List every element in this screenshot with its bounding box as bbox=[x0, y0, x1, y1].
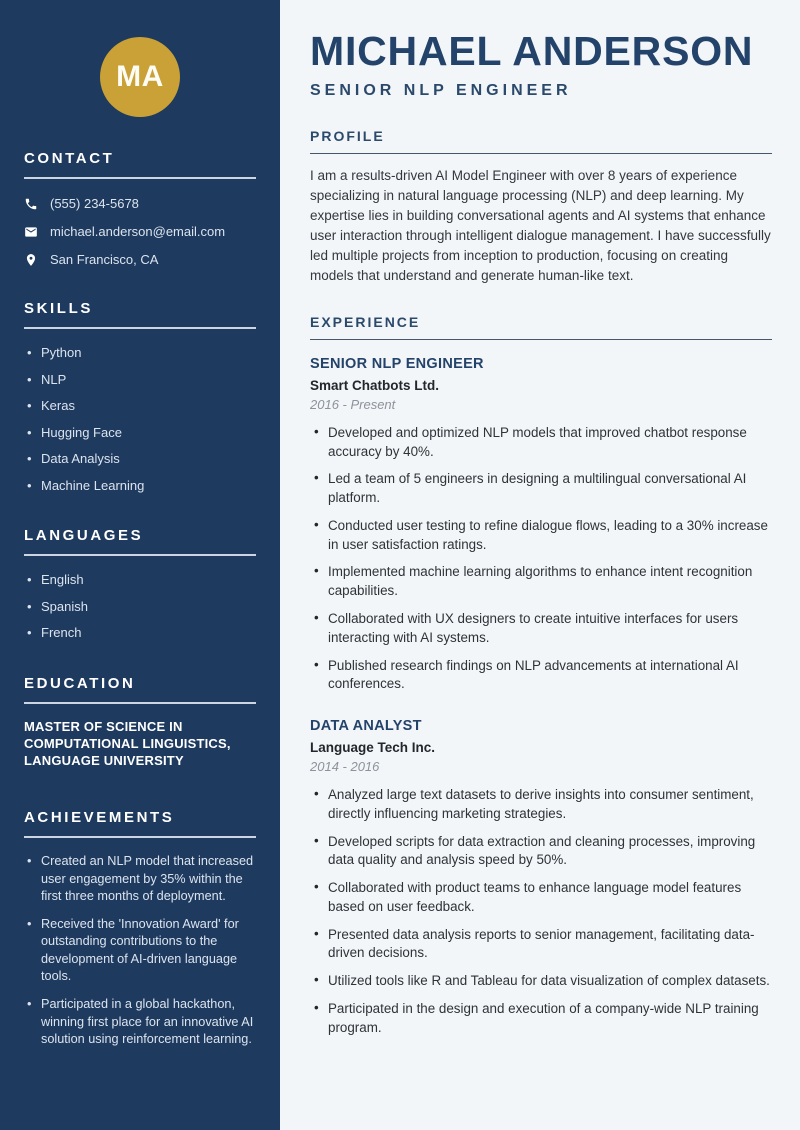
person-title: SENIOR NLP ENGINEER bbox=[310, 82, 572, 100]
avatar bbox=[100, 37, 180, 117]
email-icon bbox=[24, 225, 38, 239]
profile-heading: PROFILE bbox=[310, 128, 772, 154]
section-divider bbox=[24, 177, 256, 179]
section-divider bbox=[24, 327, 256, 329]
phone-icon bbox=[24, 197, 38, 211]
avatar-initials: MA bbox=[116, 60, 164, 93]
job-dates: 2016 - Present bbox=[310, 396, 396, 412]
language-item: • English bbox=[24, 571, 256, 589]
job-bullet-list bbox=[310, 424, 772, 694]
languages-list bbox=[24, 571, 256, 642]
contact-section bbox=[24, 150, 256, 267]
job-bullet: • Participated in the design and execution of a company-wide NLP training program. bbox=[310, 1000, 772, 1038]
contact-row-location bbox=[24, 252, 256, 267]
contact-phone: (555) 234-5678 bbox=[50, 196, 139, 211]
contact-location: San Francisco, CA bbox=[50, 252, 159, 267]
education-degree: MASTER OF SCIENCE IN COMPUTATIONAL LINGUISTICS, LANGUAGE UNIVERSITY bbox=[24, 718, 231, 769]
person-name: MICHAEL ANDERSON bbox=[310, 28, 754, 74]
section-divider bbox=[24, 836, 256, 838]
achievement-item: • Created an NLP model that increased user engagement by 35% within the first three months of deployment. bbox=[24, 853, 256, 905]
achievement-item: • Participated in a global hackathon, winning first place for an innovative AI solution using reinforcement learning. bbox=[24, 996, 256, 1048]
profile-section bbox=[310, 128, 772, 286]
contact-heading: CONTACT bbox=[24, 150, 115, 167]
skill-item: • Keras bbox=[24, 397, 256, 415]
contact-email: michael.anderson@email.com bbox=[50, 224, 226, 239]
skills-heading: SKILLS bbox=[24, 300, 93, 317]
achievements-heading: ACHIEVEMENTS bbox=[24, 809, 175, 827]
job-title: DATA ANALYST bbox=[310, 718, 422, 735]
education-section bbox=[24, 675, 256, 769]
section-divider bbox=[24, 554, 256, 556]
job-bullet: • Utilized tools like R and Tableau for data visualization of complex datasets. bbox=[310, 972, 772, 991]
sidebar bbox=[0, 0, 280, 1130]
experience-section bbox=[310, 314, 772, 1038]
language-item: • Spanish bbox=[24, 598, 256, 616]
job-bullet-list bbox=[310, 786, 772, 1037]
skills-list bbox=[24, 344, 256, 494]
job-dates: 2014 - 2016 bbox=[310, 759, 380, 775]
education-heading: EDUCATION bbox=[24, 674, 136, 692]
job-bullet: • Analyzed large text datasets to derive insights into consumer sentiment, directly influencing marketing strategies. bbox=[310, 786, 772, 824]
job-company: Language Tech Inc. bbox=[310, 740, 436, 756]
contact-row-email bbox=[24, 224, 256, 239]
achievements-list bbox=[24, 853, 256, 1048]
job-bullet: • Collaborated with product teams to enhance language model features based on user feedback. bbox=[310, 879, 772, 917]
job-bullet: • Presented data analysis reports to senior management, facilitating data-driven decisions. bbox=[310, 926, 772, 964]
profile-text: I am a results-driven AI Model Engineer with over 8 years of experience specializing in natural language processing (NLP) and deep learning. My expertise lies in building conversational agents and AI systems that enhance user interaction through intelligent dialogue management. I have successfully led multiple projects from inception to production, focusing on creating models that understand and generate human-like text. bbox=[310, 168, 771, 283]
skill-item: • Hugging Face bbox=[24, 424, 256, 442]
job-bullet: • Developed and optimized NLP models that improved chatbot response accuracy by 40%. bbox=[310, 424, 772, 462]
languages-heading: LANGUAGES bbox=[24, 527, 144, 545]
skill-item: • Python bbox=[24, 344, 256, 362]
achievement-item: • Received the 'Innovation Award' for outstanding contributions to the development of AI-driven language tools. bbox=[24, 916, 256, 985]
main-content bbox=[280, 0, 800, 1130]
language-item: • French bbox=[24, 624, 256, 642]
section-divider bbox=[24, 702, 256, 704]
job-bullet: • Conducted user testing to refine dialogue flows, leading to a 30% increase in user satisfaction ratings. bbox=[310, 517, 772, 555]
location-icon bbox=[24, 253, 38, 267]
skills-section bbox=[24, 300, 256, 494]
job-entry bbox=[310, 356, 772, 694]
experience-heading: EXPERIENCE bbox=[310, 314, 772, 340]
job-bullet: • Led a team of 5 engineers in designing a multilingual conversational AI platform. bbox=[310, 470, 772, 508]
job-bullet: • Published research findings on NLP advancements at international AI conferences. bbox=[310, 657, 772, 695]
job-entry bbox=[310, 718, 772, 1037]
skill-item: • NLP bbox=[24, 371, 256, 389]
languages-section bbox=[24, 527, 256, 642]
skill-item: • Machine Learning bbox=[24, 477, 256, 495]
job-bullet: • Developed scripts for data extraction and cleaning processes, improving data quality and analysis speed by 50%. bbox=[310, 833, 772, 871]
job-bullet: • Implemented machine learning algorithms to enhance intent recognition capabilities. bbox=[310, 563, 772, 601]
contact-row-phone bbox=[24, 196, 256, 211]
skill-item: • Data Analysis bbox=[24, 450, 256, 468]
job-company: Smart Chatbots Ltd. bbox=[310, 377, 440, 393]
achievements-section bbox=[24, 809, 256, 1048]
job-title: SENIOR NLP ENGINEER bbox=[310, 355, 484, 372]
job-bullet: • Collaborated with UX designers to create intuitive interfaces for users interacting with AI systems. bbox=[310, 610, 772, 648]
contact-rows bbox=[24, 196, 256, 267]
